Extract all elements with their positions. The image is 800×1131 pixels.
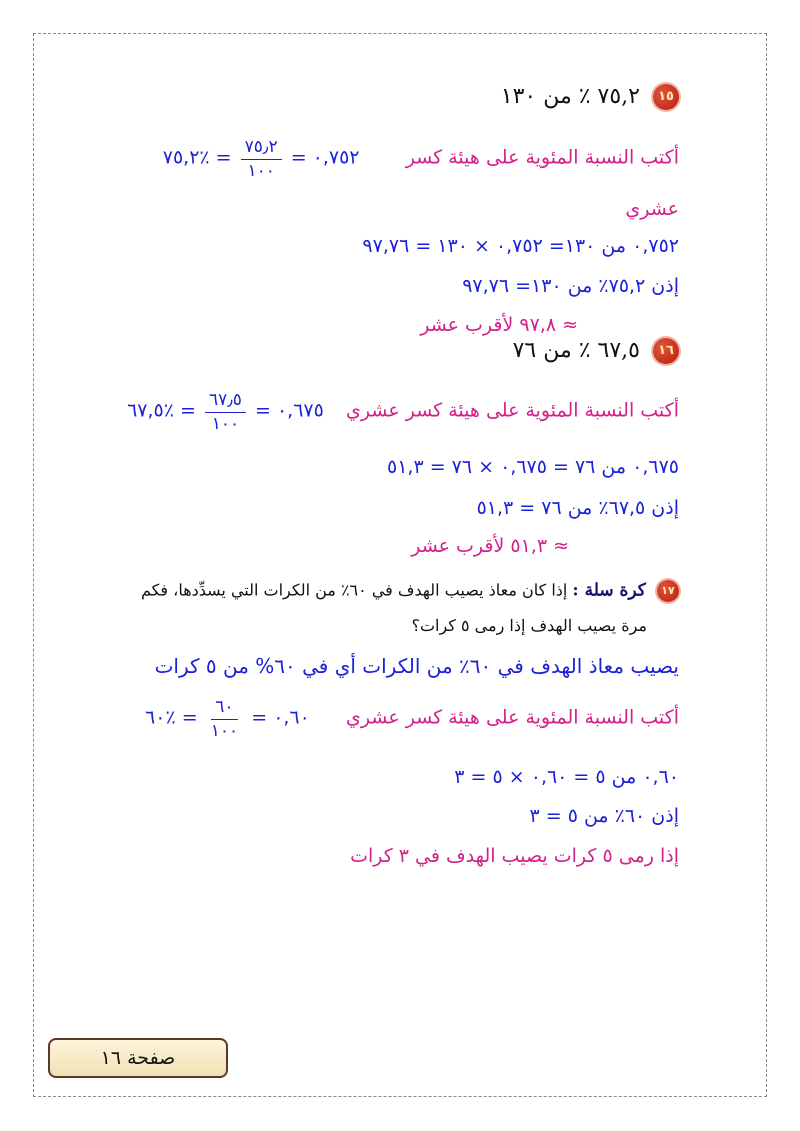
q17-number-badge: ١٧ xyxy=(657,580,679,602)
q17-note: أكتب النسبة المئوية على هيئة كسر عشري xyxy=(346,706,679,729)
q16-fraction xyxy=(205,391,246,433)
q17-equation-row xyxy=(145,698,679,740)
page-border xyxy=(33,33,767,1097)
q17-title: كرة سلة : xyxy=(572,580,646,601)
q17-fraction-numerator: ٦٠ xyxy=(211,698,237,720)
q16-number-badge: ١٦ xyxy=(653,338,679,364)
q15-calculation: ٠,٧٥٢ من ١٣٠= ٠,٧٥٢ × ١٣٠ = ٩٧,٧٦ xyxy=(362,235,679,257)
q17-answer-intro: يصيب معاذ الهدف في ٦٠٪ من الكرات أي في ٦٠% من ٥ كرات xyxy=(154,654,679,678)
q16-calculation: ٠,٦٧٥ من ٧٦ = ٠,٦٧٥ × ٧٦ = ٥١,٣ xyxy=(387,456,679,478)
q15-rounded: ≈ ٩٧,٨ لأقرب عشر xyxy=(420,314,578,336)
q17-fraction xyxy=(207,698,242,740)
q17-conclusion: إذا رمى ٥ كرات يصيب الهدف في ٣ كرات xyxy=(350,845,679,867)
q17-eq-left: ٠,٦٠ = xyxy=(251,706,310,729)
q16-fraction-denominator: ١٠٠ xyxy=(211,413,240,434)
q16-eq-right: = ٪٦٧,٥ xyxy=(127,399,196,422)
q16-eq-left: ٠,٦٧٥ = xyxy=(255,399,324,422)
q17-fraction-denominator: ١٠٠ xyxy=(210,720,239,741)
q16-result: إذن ٦٧,٥٪ من ٧٦ = ٥١,٣ xyxy=(476,497,679,519)
q17-result: إذن ٦٠٪ من ٥ = ٣ xyxy=(529,805,679,827)
q17-text-2: مرة يصيب الهدف إذا رمى ٥ كرات؟ xyxy=(411,616,647,635)
q16-rounded: ≈ ٥١,٣ لأقرب عشر xyxy=(411,535,569,557)
q15-eq-right: = ٪٧٥,٢ xyxy=(162,146,232,169)
q17-problem-line-1 xyxy=(141,580,679,602)
q17-eq-right: = ٪٦٠ xyxy=(145,706,198,729)
page-number-label: صفحة ١٦ xyxy=(48,1038,228,1078)
q15-heading: ٧٥,٢ ٪ من ١٣٠ xyxy=(500,84,640,109)
q15-heading-row xyxy=(501,84,679,110)
q16-fraction-numerator: ٦٧٫٥ xyxy=(205,391,246,413)
q15-eq-left: ٠,٧٥٢ = xyxy=(290,146,360,169)
q16-note: أكتب النسبة المئوية على هيئة كسر عشري xyxy=(346,399,679,422)
q15-fraction-denominator: ١٠٠ xyxy=(247,160,275,181)
q17-calculation: ٠,٦٠ من ٥ = ٠,٦٠ × ٥ = ٣ xyxy=(454,766,679,788)
q15-note-continued: عشري xyxy=(625,198,679,220)
q15-equation-row xyxy=(163,138,679,180)
q16-equation-row xyxy=(127,391,679,433)
q15-result: إذن ٧٥,٢٪ من ١٣٠= ٩٧,٧٦ xyxy=(462,275,679,297)
q15-note: أكتب النسبة المئوية على هيئة كسر xyxy=(405,146,679,169)
q16-heading-row xyxy=(513,338,679,364)
q17-text-1: إذا كان معاذ يصيب الهدف في ٦٠٪ من الكرات التي يسدِّدها، فكم xyxy=(140,580,568,600)
q15-number-badge: ١٥ xyxy=(653,84,679,110)
q15-fraction-numerator: ٧٥٫٢ xyxy=(241,138,282,160)
q15-fraction xyxy=(241,138,282,180)
q16-heading: ٦٧,٥ ٪ من ٧٦ xyxy=(512,338,640,363)
